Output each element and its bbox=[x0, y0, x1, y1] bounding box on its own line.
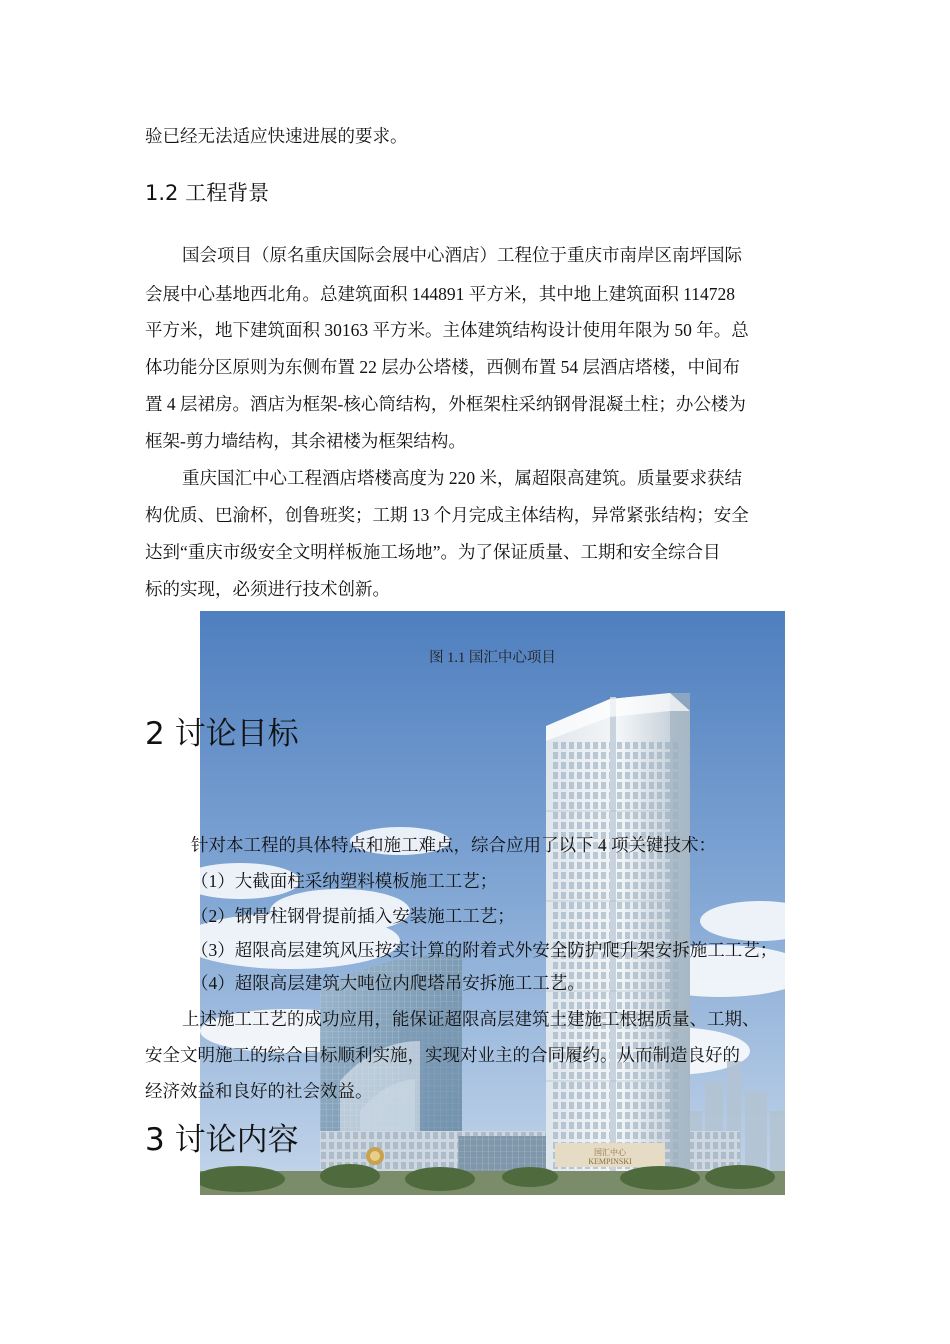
paragraph-line: 构优质、巴渝杯，创鲁班奖；工期 13 个月完成主体结构，异常紧张结构；安全 bbox=[145, 505, 749, 525]
hotel-sign: KEMPINSKI bbox=[588, 1157, 632, 1166]
building-illustration bbox=[200, 611, 785, 1195]
list-item: （3）超限高层建筑风压按实计算的附着式外安全防护爬升架安拆施工工艺； bbox=[191, 940, 778, 960]
paragraph-line: 体功能分区原则为东侧布置 22 层办公塔楼，西侧布置 54 层酒店塔楼，中间布 bbox=[145, 357, 740, 377]
section-heading-1-2: 1.2 工程背景 bbox=[145, 181, 270, 205]
list-item: （1）大截面柱采纳塑料模板施工工艺； bbox=[191, 871, 498, 891]
paragraph-line: 标的实现，必须进行技术创新。 bbox=[145, 579, 390, 599]
paragraph-line: 上述施工工艺的成功应用，能保证超限高层建筑土建施工根据质量、工期、 bbox=[182, 1009, 760, 1029]
paragraph-line: 国会项目（原名重庆国际会展中心酒店）工程位于重庆市南岸区南坪国际 bbox=[182, 245, 742, 265]
paragraph-line: 达到“重庆市级安全文明样板施工场地”。为了保证质量、工期和安全综合目 bbox=[145, 542, 721, 562]
list-item: （4）超限高层建筑大吨位内爬塔吊安拆施工工艺。 bbox=[191, 973, 585, 993]
paragraph-line: 安全文明施工的综合目标顺利实施，实现对业主的合同履约。从而制造良好的 bbox=[145, 1045, 740, 1065]
paragraph-line: 重庆国汇中心工程酒店塔楼高度为 220 米，属超限高建筑。质量要求获结 bbox=[182, 468, 742, 488]
section-heading-2: 2 讨论目标 bbox=[145, 716, 299, 752]
paragraph-line: 经济效益和良好的社会效益。 bbox=[145, 1081, 373, 1101]
list-item: （2）钢骨柱钢骨提前插入安装施工工艺； bbox=[191, 906, 515, 926]
paragraph-line: 平方米，地下建筑面积 30163 平方米。主体建筑结构设计使用年限为 50 年。总 bbox=[145, 320, 749, 340]
building-photo bbox=[200, 611, 785, 1195]
paragraph-line: 框架-剪力墙结构，其余裙楼为框架结构。 bbox=[145, 431, 466, 451]
paragraph-line: 会展中心基地西北角。总建筑面积 144891 平方米，其中地上建筑面积 114728 bbox=[145, 284, 735, 304]
figure-caption: 图 1.1 国汇中心项目 bbox=[429, 650, 556, 666]
intro-tail-text: 验已经无法适应快速进展的要求。 bbox=[145, 126, 408, 146]
section-heading-3: 3 讨论内容 bbox=[145, 1122, 299, 1158]
svg-text:国汇中心: 国汇中心 bbox=[594, 1148, 626, 1157]
paragraph-line: 置 4 层裙房。酒店为框架-核心筒结构，外框架柱采纳钢骨混凝土柱；办公楼为 bbox=[145, 394, 746, 414]
paragraph-line: 针对本工程的具体特点和施工难点，综合应用了以下 4 项关键技术： bbox=[191, 835, 716, 855]
